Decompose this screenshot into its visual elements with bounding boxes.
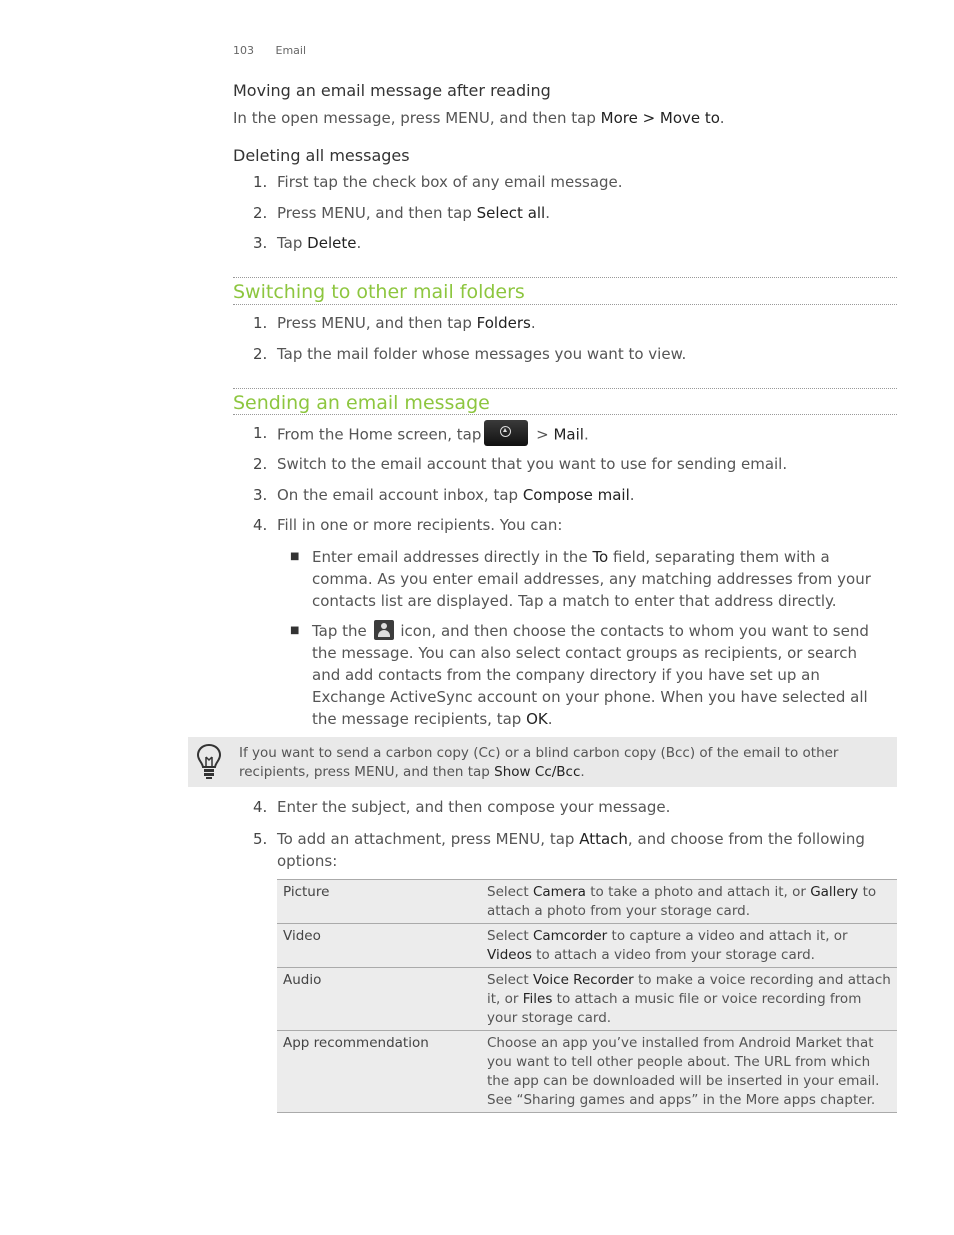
option-name: Video <box>277 924 481 968</box>
bullet-text <box>312 620 888 730</box>
step-number: 2. <box>253 204 268 222</box>
all-apps-icon <box>484 420 528 446</box>
step-text <box>277 345 897 363</box>
ui-term: Select all <box>476 204 546 222</box>
moving-paragraph <box>233 109 724 127</box>
desc-text: to take a photo and attach it, or <box>585 884 811 900</box>
step-text-post: . <box>545 204 551 222</box>
table-row <box>277 880 897 924</box>
section-title-text: Sending an email message <box>233 392 490 414</box>
moving-action: More > Move to <box>600 109 720 127</box>
step-text-pre: On the email account inbox, tap <box>277 486 523 504</box>
step-number: 1. <box>253 424 268 442</box>
desc-text: to make a voice recording and attach it, or <box>487 972 891 1007</box>
step-text-post: . <box>356 234 362 252</box>
ui-term: To <box>592 548 609 566</box>
option-description <box>481 924 897 968</box>
attachment-options-table <box>277 879 897 1113</box>
ui-term: Attach <box>579 830 628 848</box>
bullet-text-end: . <box>547 710 553 728</box>
bullet-text-post: icon, and then choose the contacts to whom you want to send the message. You can also select contact groups as recipients, or search and add contacts from the company directory if you have set up an Exchange ActiveSync account on your phone. When you have selected all the message recipients, tap <box>312 622 869 728</box>
contacts-icon <box>374 620 394 640</box>
option-name: App recommendation <box>277 1031 481 1113</box>
tip-text <box>239 744 879 782</box>
ui-term: OK <box>526 710 548 728</box>
bullet-marker: ■ <box>290 551 300 562</box>
desc-text: Select <box>487 884 533 900</box>
ui-term: Show Cc/Bcc <box>494 764 581 780</box>
ui-term: Compose mail <box>522 486 630 504</box>
step-text-pre: Tap the mail folder whose messages you want to view. <box>277 345 687 363</box>
desc-text: to attach a video from your storage card. <box>531 947 815 963</box>
option-name: Picture <box>277 880 481 924</box>
option-description <box>481 968 897 1031</box>
bullet-text-pre: Tap the <box>312 622 372 640</box>
section-divider <box>233 277 897 278</box>
desc-text: to capture a video and attach it, or <box>607 928 848 944</box>
ui-term: Camcorder <box>532 928 608 944</box>
deleting-heading: Deleting all messages <box>233 146 410 165</box>
chapter-name: Email <box>275 44 307 57</box>
step-text <box>277 424 897 446</box>
step-text <box>277 234 897 252</box>
step-text-pre: From the Home screen, tap <box>277 425 482 444</box>
tip-text-post: . <box>580 764 585 780</box>
tip-text-pre: If you want to send a carbon copy (Cc) or a blind carbon copy (Bcc) of the email to other recipients, press MENU, and then tap <box>239 745 839 780</box>
bullet-text-pre: Enter email addresses directly in the <box>312 548 593 566</box>
ui-term: Delete <box>307 234 357 252</box>
section-divider <box>233 304 897 305</box>
step-text-post: . <box>583 425 589 444</box>
page-header <box>233 44 324 57</box>
step-number: 4. <box>253 516 268 534</box>
desc-text: to attach a music file or voice recording from your storage card. <box>487 991 862 1026</box>
ui-term: Voice Recorder <box>532 972 634 988</box>
bullet-text <box>312 546 888 612</box>
desc-text: Select <box>487 928 533 944</box>
step-text-post: . <box>530 314 536 332</box>
step-text <box>277 204 897 222</box>
desc-text: to attach a photo from your storage card. <box>487 884 877 919</box>
desc-text: Select <box>487 972 533 988</box>
step-number: 1. <box>253 173 268 191</box>
step-number: 1. <box>253 314 268 332</box>
tip-box <box>188 737 897 787</box>
moving-text-end: . <box>719 109 725 127</box>
bullet-text-post: field, separating them with a comma. As you enter email addresses, any matching addresses from your contacts list are displayed. Tap a match to enter that address directly. <box>312 548 871 610</box>
moving-heading: Moving an email message after reading <box>233 81 551 100</box>
desc-text: Choose an app you’ve installed from Android Market that you want to tell other people about. The URL from which the app can be downloaded will be inserted in your email. See “Sharing games and apps” in the More apps chapter. <box>487 1035 880 1108</box>
step-number: 4. <box>253 798 268 816</box>
option-description <box>481 880 897 924</box>
option-name: Audio <box>277 968 481 1031</box>
step-text-post: , and choose from the following options: <box>277 830 865 870</box>
step-number: 2. <box>253 455 268 473</box>
step-text-pre: Press MENU, and then tap <box>277 204 477 222</box>
step-text <box>277 314 897 332</box>
step-text <box>277 173 897 191</box>
step-text <box>277 486 897 504</box>
step-text <box>277 828 882 872</box>
step-text-pre: Press MENU, and then tap <box>277 314 477 332</box>
step-text-separator: > <box>531 425 554 444</box>
step-text-pre: Tap <box>277 234 308 252</box>
step-number: 5. <box>253 830 268 848</box>
step-number: 2. <box>253 345 268 363</box>
step-number: 3. <box>253 234 268 252</box>
step-number: 3. <box>253 486 268 504</box>
table-row <box>277 1031 897 1113</box>
ui-term: Camera <box>532 884 586 900</box>
moving-text: In the open message, press MENU, and then tap <box>233 109 601 127</box>
section-divider <box>233 388 897 389</box>
ui-term: Gallery <box>810 884 859 900</box>
table-row <box>277 924 897 968</box>
page-number: 103 <box>233 44 254 57</box>
ui-term: Videos <box>487 947 532 963</box>
ui-term: Folders <box>476 314 531 332</box>
section-divider <box>233 414 897 415</box>
option-description <box>481 1031 897 1113</box>
table-row <box>277 968 897 1031</box>
section-title-text: Switching to other mail folders <box>233 281 525 303</box>
lightbulb-icon <box>196 743 222 781</box>
step-text: Switch to the email account that you want to use for sending email. <box>277 455 788 473</box>
switching-section-title <box>233 279 897 306</box>
step-text-pre: To add an attachment, press MENU, tap <box>277 830 580 848</box>
step-text: Enter the subject, and then compose your message. <box>277 798 671 816</box>
step-text-post: . <box>629 486 635 504</box>
step-text-pre: First tap the check box of any email message. <box>277 173 623 191</box>
sending-section-title <box>233 390 897 417</box>
step-text: Fill in one or more recipients. You can: <box>277 516 563 534</box>
ui-term: Mail <box>553 425 584 444</box>
ui-term: Files <box>522 991 553 1007</box>
bullet-marker: ■ <box>290 625 300 636</box>
